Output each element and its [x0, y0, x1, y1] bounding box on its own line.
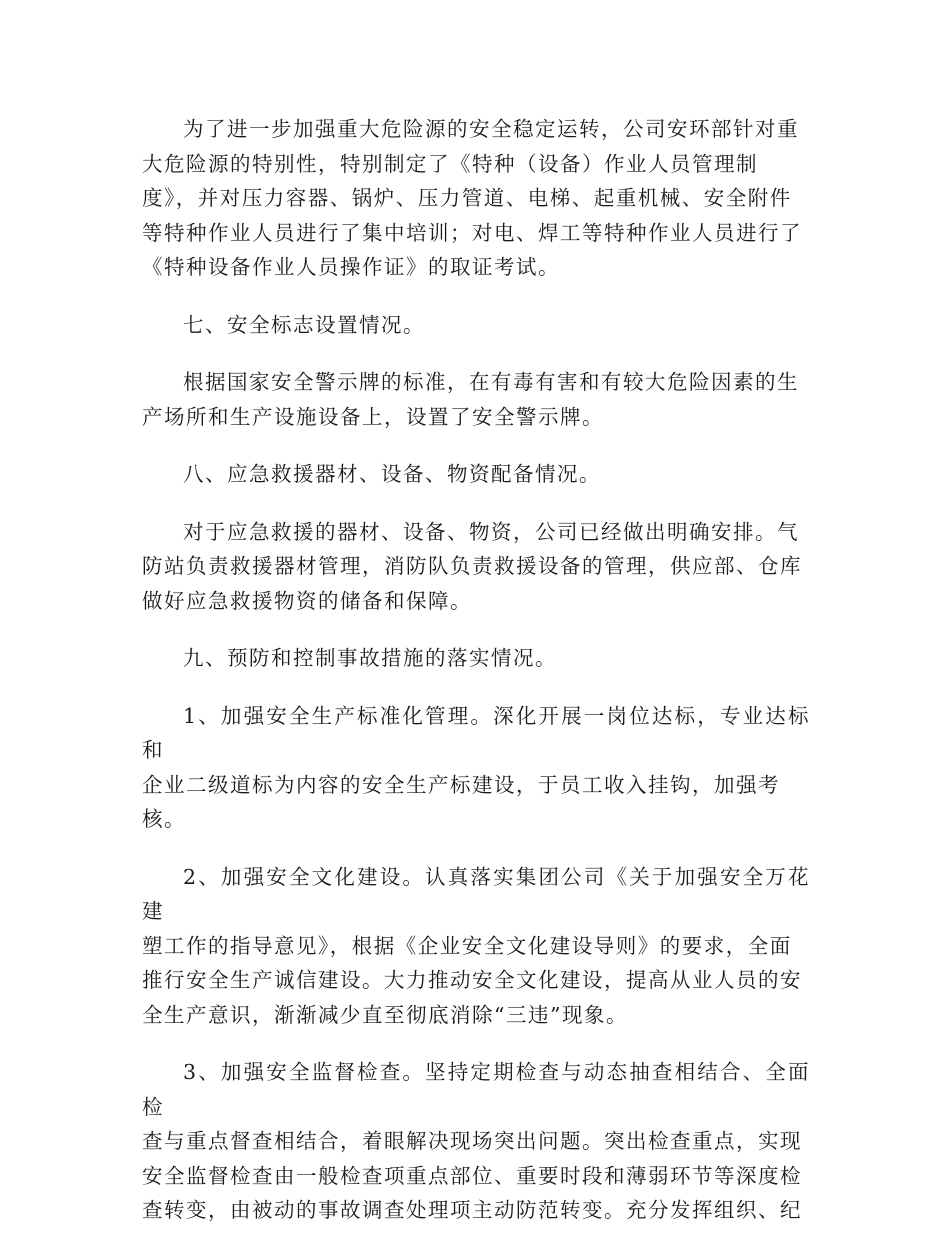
paragraph-item-1: [142, 699, 810, 837]
text-line: 安全监督检查由一般检查项重点部位、重要时段和薄弱环节等深度检: [142, 1163, 802, 1188]
document-body: [142, 112, 810, 1251]
text-line: 查转变，由被动的事故调查处理项主动防范转变。充分发挥组织、纪: [142, 1198, 802, 1222]
paragraph-special-equipment-training: [142, 112, 810, 285]
text-line: 企业二级道标为内容的安全生产标建设，于员工收入挂钩，加强考: [142, 772, 780, 797]
text-line: 2、加强安全文化建设。认真落实集团公司《关于加强安全万花建: [142, 864, 810, 923]
heading-section-7: [142, 308, 810, 343]
text-line: 1、加强安全生产标准化管理。深化开展一岗位达标，专业达标和: [142, 703, 810, 762]
heading-section-9: [142, 641, 810, 676]
section-heading: 七、安全标志设置情况。: [183, 312, 425, 337]
paragraph-emergency-equipment: [142, 515, 810, 619]
text-line: 核。: [142, 807, 186, 831]
text-line: 防站负责救援器材管理，消防队负责救援设备的管理，供应部、仓库: [142, 554, 802, 578]
text-line: 产场所和生产设施设备上，设置了安全警示牌。: [142, 404, 604, 429]
paragraph-item-3: [142, 1055, 810, 1228]
paragraph-safety-signs: [142, 365, 810, 434]
text-line: 推行安全生产诚信建设。大力推动安全文化建设，提高从业人员的安: [142, 968, 802, 992]
text-line: 根据国家安全警示牌的标准，在有毒有害和有较大危险因素的生: [183, 370, 799, 394]
text-line: 3、加强安全监督检查。坚持定期检查与动态抽查相结合、全面检: [142, 1060, 810, 1119]
text-line: 查与重点督查相结合，着眼解决现场突出问题。突出检查重点，实现: [142, 1129, 802, 1153]
section-heading: 九、预防和控制事故措施的落实情况。: [183, 646, 557, 670]
text-line: 等特种作业人员进行了集中培训；对电、焊工等特种作业人员进行了: [142, 220, 802, 245]
text-line: 全生产意识，渐渐减少直至彻底消除“三违”现象。: [142, 1002, 628, 1027]
text-line: 对于应急救援的器材、设备、物资，公司已经做出明确安排。气: [183, 519, 799, 544]
heading-section-8: [142, 457, 810, 492]
text-line: 度》，并对压力容器、锅炉、压力管道、电梯、起重机械、安全附件: [142, 186, 792, 210]
text-line: 塑工作的指导意见》，根据《企业安全文化建设导则》的要求，全面: [142, 933, 792, 958]
section-heading: 八、应急救援器材、设备、物资配备情况。: [183, 462, 601, 486]
text-line: 《特种设备作业人员操作证》的取证考试。: [142, 255, 560, 279]
text-line: 做好应急救援物资的储备和保障。: [142, 588, 472, 613]
paragraph-item-2: [142, 860, 810, 1033]
text-line: 为了进一步加强重大危险源的安全稳定运转，公司安环部针对重: [183, 117, 799, 141]
text-line: 大危险源的特别性，特别制定了《特种（设备）作业人员管理制: [142, 151, 758, 176]
